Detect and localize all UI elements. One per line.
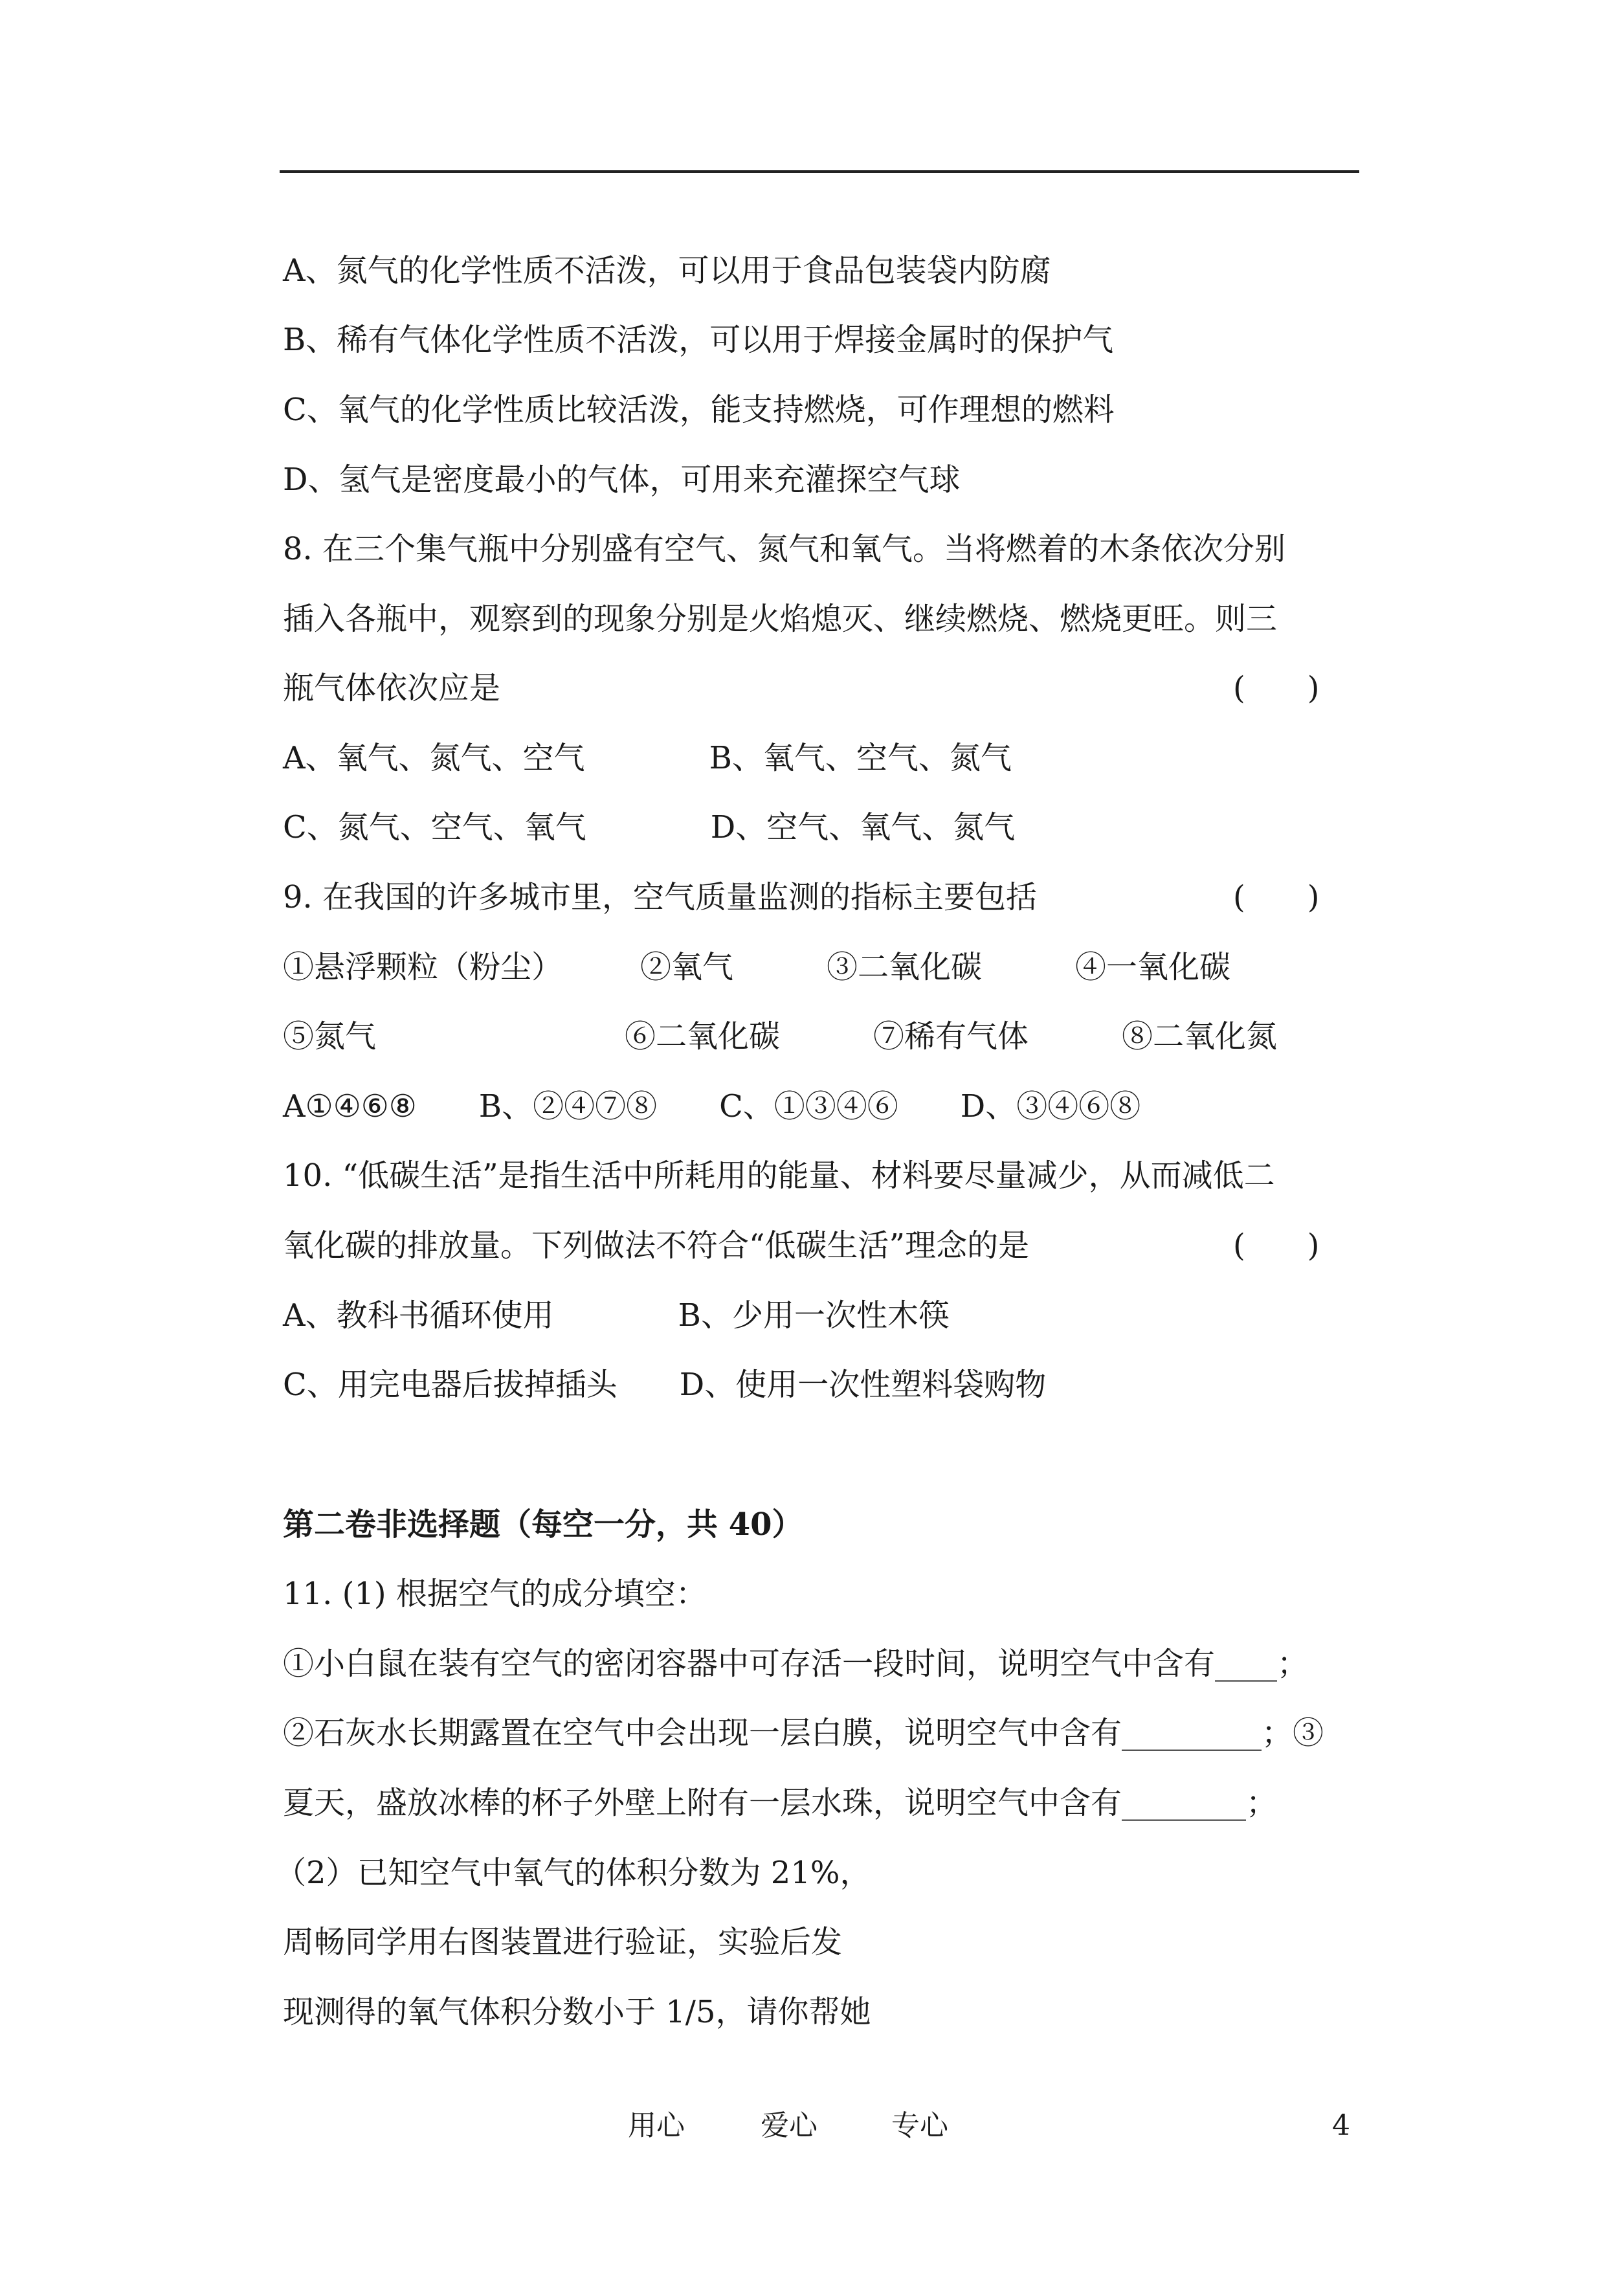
q8-options-cd: C、氮气、空气、氧气 D、空气、氧气、氮气 <box>283 809 1016 845</box>
q10-options-ab: A、教科书循环使用 B、少用一次性木筷 <box>283 1297 950 1334</box>
footer-slogan-2: 爱心 <box>761 2109 818 2142</box>
q10-stem-line1: 10. “低碳生活”是指生活中所耗用的能量、材料要尽量减少，从而减低二 <box>283 1158 1275 1194</box>
q11-part2-line2: 周畅同学用右图装置进行验证，实验后发 <box>283 1924 843 1960</box>
q8-stem-line2: 插入各瓶中，观察到的现象分别是火焰熄灭、继续燃烧、燃烧更旺。则三 <box>283 601 1278 637</box>
q7-option-a: A、氮气的化学性质不活泼，可以用于食品包装袋内防腐 <box>283 252 1051 289</box>
q7-option-c: C、氧气的化学性质比较活泼，能支持燃烧，可作理想的燃料 <box>283 392 1115 428</box>
q9-stem: 9. 在我国的许多城市里，空气质量监测的指标主要包括 <box>283 879 1038 915</box>
q8-options-ab: A、氧气、氮气、空气 B、氧气、空气、氮气 <box>283 740 1012 776</box>
q9-answer-paren: ( ) <box>1233 879 1320 915</box>
q7-option-d: D、氢气是密度最小的气体，可用来充灌探空气球 <box>283 462 961 498</box>
q11-blank1: ①小白鼠在装有空气的密闭容器中可存活一段时间，说明空气中含有____； <box>283 1646 1309 1682</box>
q11-blank3: 夏天，盛放冰棒的杯子外壁上附有一层水珠，说明空气中含有________； <box>283 1785 1278 1821</box>
section-heading: 第二卷非选择题（每空一分，共 40） <box>283 1506 803 1543</box>
page-number: 4 <box>1332 2109 1350 2142</box>
q11-part2-line3: 现测得的氧气体积分数小于 1/5，请你帮她 <box>283 1994 871 2030</box>
q8-answer-paren: ( ) <box>1233 670 1320 706</box>
q11-blank2: ②石灰水长期露置在空气中会出现一层白膜，说明空气中含有_________；③ <box>283 1715 1324 1751</box>
q8-stem-line1: 8. 在三个集气瓶中分别盛有空气、氮气和氧气。当将燃着的木条依次分别 <box>283 531 1286 567</box>
q11-part1-stem: 11. (1) 根据空气的成分填空： <box>283 1576 707 1612</box>
q9-options: A①④⑥⑧ B、②④⑦⑧ C、①③④⑥ D、③④⑥⑧ <box>283 1088 1141 1124</box>
q11-part2-line1: （2）已知空气中氧气的体积分数为 21%， <box>275 1855 871 1891</box>
footer-slogan-3: 专心 <box>891 2109 948 2142</box>
q10-answer-paren: ( ) <box>1233 1227 1320 1264</box>
q7-option-b: B、稀有气体化学性质不活泼，可以用于焊接金属时的保护气 <box>283 322 1114 358</box>
q9-items-5-8: ⑤氮气 ⑥二氧化碳 ⑦稀有气体 ⑧二氧化氮 <box>283 1018 1278 1055</box>
q9-items-1-4: ①悬浮颗粒（粉尘） ②氧气 ③二氧化碳 ④一氧化碳 <box>283 949 1231 985</box>
q10-options-cd: C、用完电器后拔掉插头 D、使用一次性塑料袋购物 <box>283 1367 1047 1403</box>
q8-stem-line3: 瓶气体依次应是 <box>283 670 501 706</box>
footer-slogan-1: 用心 <box>628 2109 685 2142</box>
q10-stem-line2: 氧化碳的排放量。下列做法不符合“低碳生活”理念的是 <box>283 1227 1030 1264</box>
header-rule <box>280 170 1359 173</box>
